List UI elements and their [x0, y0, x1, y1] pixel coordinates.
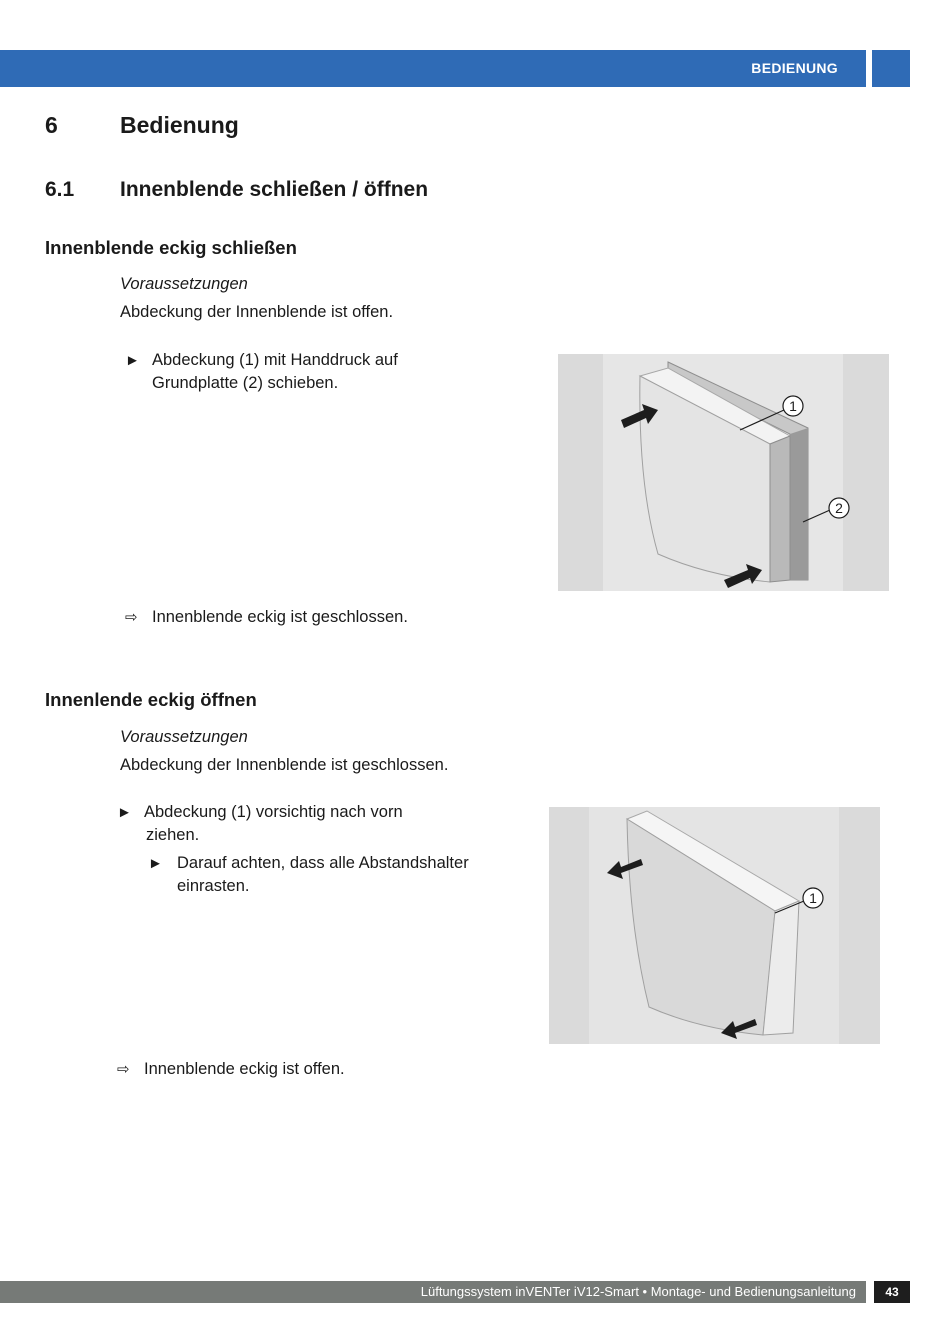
- chapter-number: 6: [45, 112, 58, 138]
- close-callout-2: 2: [835, 500, 843, 516]
- section-title: Innenblende schließen / öffnen: [120, 178, 429, 201]
- open-prereq-label: Voraussetzungen: [120, 728, 248, 746]
- close-prereq-label: Voraussetzungen: [120, 275, 248, 293]
- header-section-label: BEDIENUNG: [751, 60, 838, 76]
- close-result: Innenblende eckig ist geschlossen.: [152, 608, 408, 626]
- step-arrow-icon: ►: [117, 804, 132, 821]
- open-result: Innenblende eckig ist offen.: [144, 1060, 345, 1078]
- footer-bar: [0, 1281, 866, 1303]
- close-callout-1: 1: [789, 398, 797, 414]
- close-prereq-text: Abdeckung der Innenblende ist offen.: [120, 303, 394, 321]
- header-tab-marker: [872, 50, 910, 87]
- chapter-title: Bedienung: [120, 112, 239, 138]
- open-substep-line1: Darauf achten, dass alle Abstandshalter: [177, 854, 469, 872]
- page-number: 43: [874, 1281, 910, 1303]
- substep-arrow-icon: ►: [148, 855, 163, 872]
- close-cover-illustration: [558, 354, 889, 591]
- open-heading: Innenlende eckig öffnen: [45, 689, 257, 710]
- open-substep-line2: einrasten.: [177, 877, 250, 895]
- footer-title: Lüftungssystem inVENTer iV12-Smart • Montage- und Bedienungsanleitung: [420, 1284, 856, 1299]
- result-arrow-icon: ⇨: [117, 1061, 130, 1078]
- open-cover-illustration: [549, 807, 880, 1044]
- section-number: 6.1: [45, 178, 75, 201]
- figure-close-cover: [558, 354, 889, 591]
- result-arrow-icon: ⇨: [125, 609, 138, 626]
- close-heading: Innenblende eckig schließen: [45, 237, 297, 258]
- close-step-line2: Grundplatte (2) schieben.: [152, 374, 339, 392]
- open-callout-1: 1: [809, 890, 817, 906]
- open-prereq-text: Abdeckung der Innenblende ist geschlossen.: [120, 756, 449, 774]
- figure-open-cover: [549, 807, 880, 1044]
- open-step-line1: Abdeckung (1) vorsichtig nach vorn: [144, 803, 403, 821]
- open-step-line2: ziehen.: [146, 826, 200, 844]
- header-bar: [0, 50, 866, 87]
- close-step-line1: Abdeckung (1) mit Handdruck auf: [152, 351, 398, 369]
- step-arrow-icon: ►: [125, 352, 140, 369]
